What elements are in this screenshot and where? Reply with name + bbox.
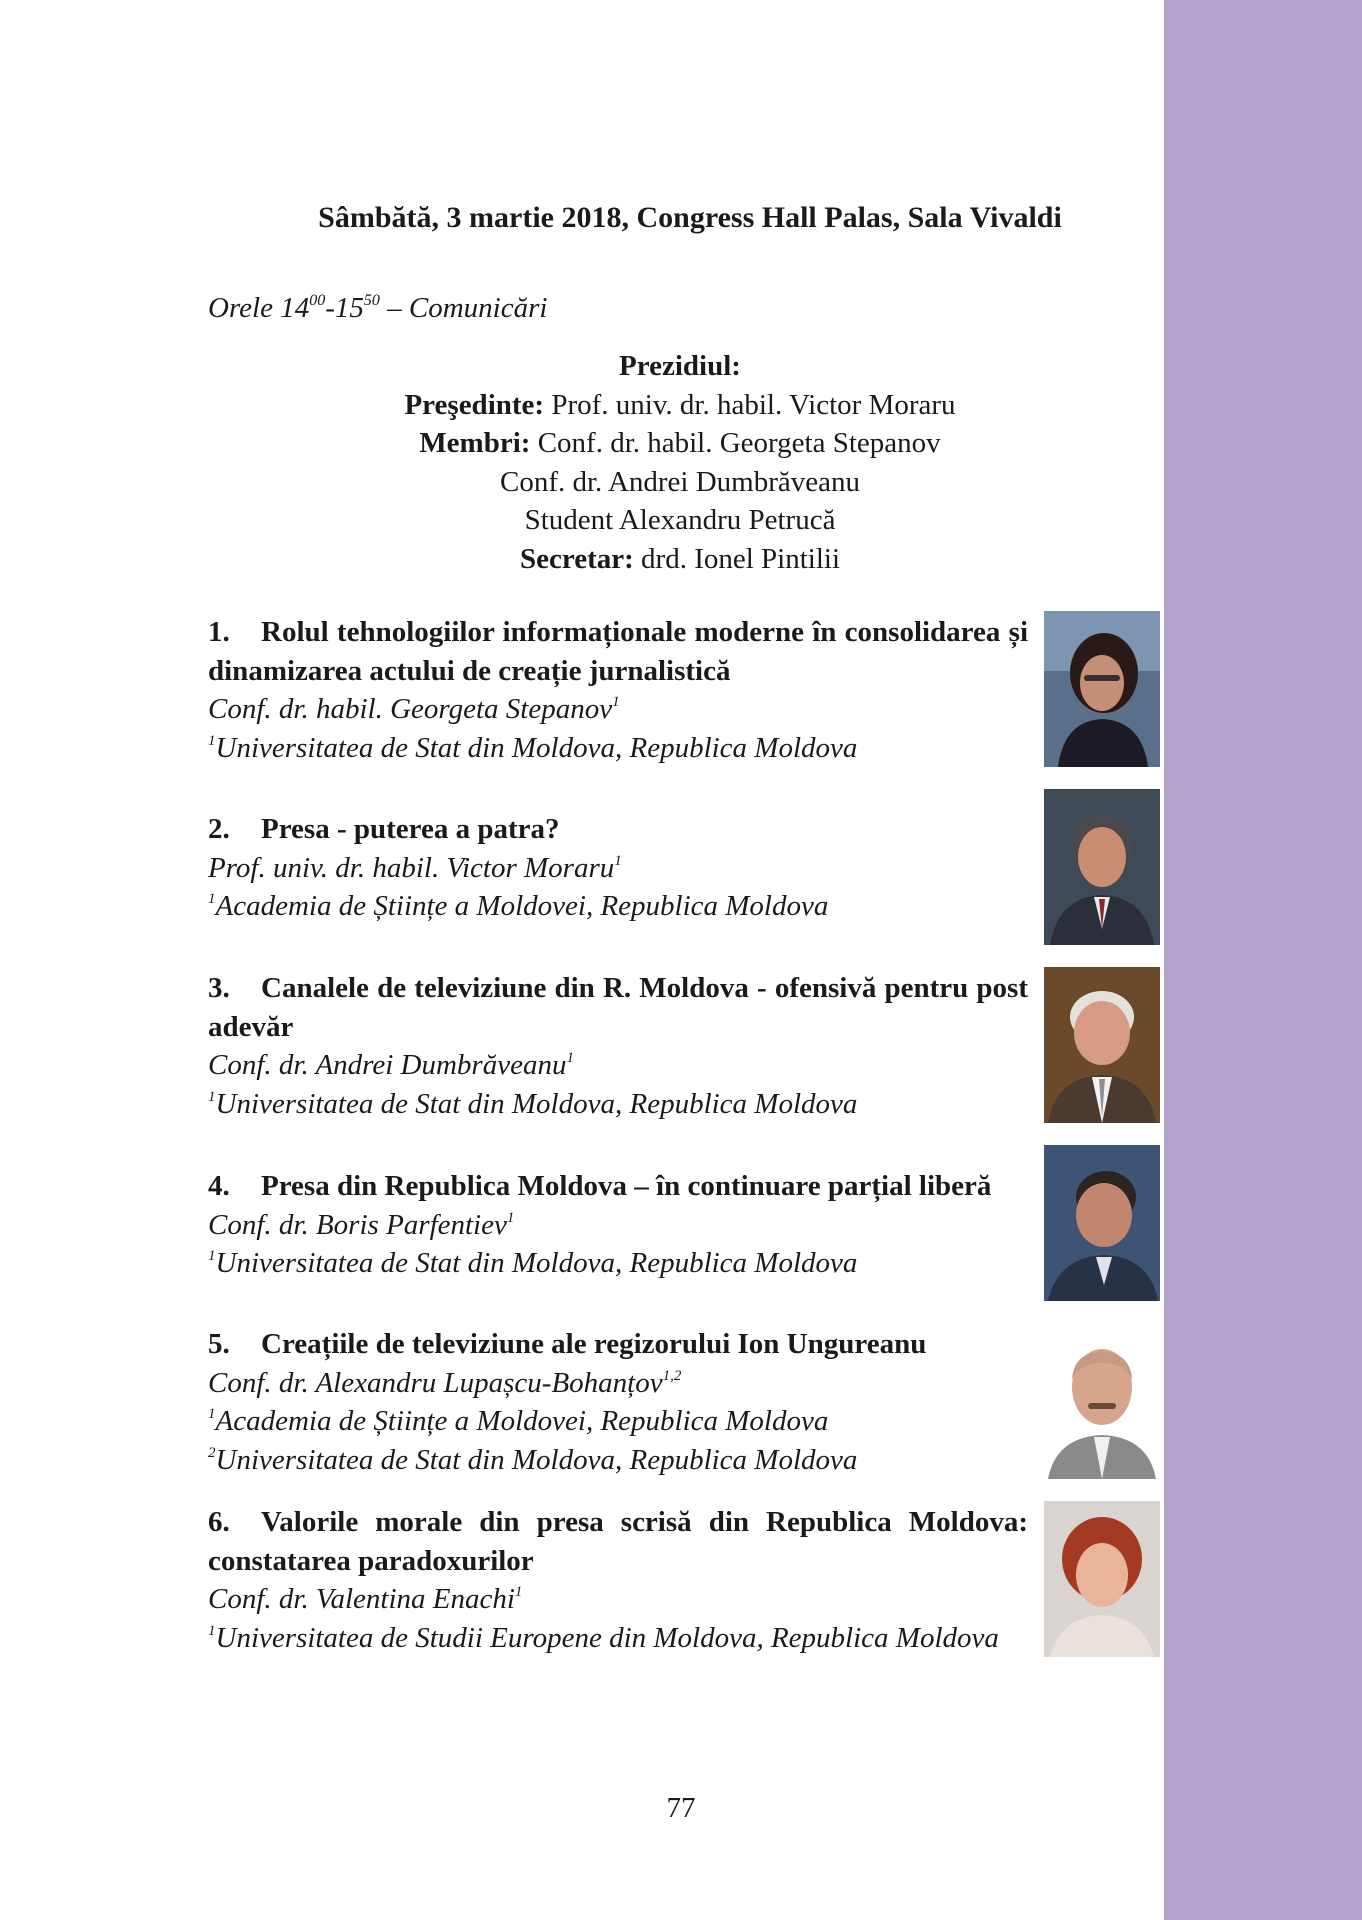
secretary-name: drd. Ionel Pintilii xyxy=(633,542,840,575)
presentation-title xyxy=(208,810,1028,849)
affiliation xyxy=(208,1244,1028,1283)
affiliation-text: Academia de Științe a Moldovei, Republica Moldova xyxy=(215,890,829,922)
author-sup: 1,2 xyxy=(662,1367,682,1384)
session-end-sup: 50 xyxy=(363,292,380,309)
affiliation-text: Universitatea de Stat din Moldova, Republica Moldova xyxy=(215,1443,858,1476)
affiliation-text: Universitatea de Stat din Moldova, Republica Moldova xyxy=(215,731,858,764)
speaker-photo xyxy=(1044,789,1160,945)
affiliation xyxy=(208,1402,1028,1441)
session-prefix: Orele 14 xyxy=(208,292,310,324)
session-separator: -15 xyxy=(325,292,364,324)
title-text: Canalele de televiziune din R. Moldova - ofensivă pentru post adevăr xyxy=(208,972,1028,1043)
page-title: Sâmbătă, 3 martie 2018, Congress Hall Palas, Sala Vivaldi xyxy=(318,201,1062,234)
title-text: Valorile morale din presa scrisă din Republica Moldova: constatarea paradoxurilor xyxy=(208,1506,1028,1577)
presentation-title xyxy=(208,969,1028,1046)
affiliation-text: Universitatea de Stat din Moldova, Republica Moldova xyxy=(215,1247,858,1279)
presentation-item xyxy=(208,1167,1028,1283)
presentation-author xyxy=(208,1364,1028,1403)
item-number: 1. xyxy=(208,616,230,648)
member-name: Conf. dr. habil. Georgeta Stepanov xyxy=(530,427,941,459)
presentation-item xyxy=(208,810,1028,926)
affiliation xyxy=(208,887,1028,926)
portrait-woman-icon xyxy=(1044,1501,1160,1657)
speaker-photo xyxy=(1044,1145,1160,1301)
affiliation-sup: 1 xyxy=(208,1622,216,1639)
secretary-label: Secretar: xyxy=(520,542,634,575)
author-sup: 1 xyxy=(506,1209,515,1226)
affiliation-text: Universitatea de Studii Europene din Moldova, Republica Moldova xyxy=(215,1621,999,1654)
item-number: 2. xyxy=(208,813,230,845)
affiliation-sup: 1 xyxy=(208,1088,216,1105)
affiliation-sup: 1 xyxy=(208,1248,216,1264)
affiliation-sup: 1 xyxy=(208,732,216,749)
author-sup: 1 xyxy=(566,1050,574,1066)
title-text: Creațiile de televiziune ale regizorului Ion Ungureanu xyxy=(261,1328,927,1360)
affiliation-sup: 1 xyxy=(208,891,216,907)
session-start-sup: 00 xyxy=(309,292,326,309)
presentation-item xyxy=(208,1325,1028,1479)
item-number: 3. xyxy=(208,972,230,1004)
author-name: Conf. dr. Boris Parfentiev xyxy=(208,1208,507,1241)
affiliation xyxy=(208,729,1028,768)
presentation-author xyxy=(208,1046,1028,1085)
presentation-author xyxy=(208,690,1028,729)
presentation-author xyxy=(208,1206,1028,1245)
president-name: Prof. univ. dr. habil. Victor Moraru xyxy=(544,388,956,421)
presentation-item xyxy=(208,613,1028,767)
presentation-item xyxy=(208,1503,1028,1657)
title-text: Presa - puterea a patra? xyxy=(261,813,560,845)
presentation-item xyxy=(208,969,1028,1123)
members-label: Membri: xyxy=(419,427,531,459)
portrait-man-icon xyxy=(1044,1323,1160,1479)
author-name: Prof. univ. dr. habil. Victor Moraru xyxy=(208,851,615,884)
portrait-man-icon xyxy=(1044,789,1160,945)
affiliation-sup: 2 xyxy=(208,1444,216,1461)
author-sup: 1 xyxy=(614,852,622,869)
author-sup: 1 xyxy=(612,694,620,710)
title-text: Rolul tehnologiilor informaționale moderne în consolidarea și dinamizarea actului de creație jurnalistică xyxy=(208,616,1028,687)
speaker-photo xyxy=(1044,1501,1160,1657)
presidium xyxy=(260,347,1100,578)
author-sup: 1 xyxy=(514,1584,523,1600)
author-name: Conf. dr. Alexandru Lupașcu-Bohanțov xyxy=(208,1366,663,1399)
member-name: Conf. dr. Andrei Dumbrăveanu xyxy=(499,465,860,498)
affiliation xyxy=(208,1085,1028,1124)
author-name: Conf. dr. Valentina Enachi xyxy=(208,1583,515,1615)
page-number: 77 xyxy=(666,1792,696,1824)
affiliation xyxy=(208,1441,1028,1480)
item-number: 5. xyxy=(208,1328,230,1360)
affiliation-text: Academia de Științe a Moldovei, Republica Moldova xyxy=(215,1405,829,1437)
presentation-title xyxy=(208,1503,1028,1580)
portrait-man-icon xyxy=(1044,1145,1160,1301)
member-name: Student Alexandru Petrucă xyxy=(524,504,836,536)
president-label: Preşedinte: xyxy=(404,388,545,421)
portrait-man-icon xyxy=(1044,967,1160,1123)
author-name: Conf. dr. habil. Georgeta Stepanov xyxy=(208,693,613,725)
side-band xyxy=(1164,0,1362,1920)
affiliation xyxy=(208,1619,1028,1658)
presentation-author xyxy=(208,849,1028,888)
affiliation-text: Universitatea de Stat din Moldova, Republica Moldova xyxy=(215,1087,858,1120)
speaker-photo xyxy=(1044,1323,1160,1479)
title-text: Presa din Republica Moldova – în continuare parțial liberă xyxy=(261,1170,992,1202)
presentation-author xyxy=(208,1580,1028,1619)
speaker-photo xyxy=(1044,967,1160,1123)
presentation-title xyxy=(208,613,1028,690)
presentation-title xyxy=(208,1325,1028,1364)
item-number: 6. xyxy=(208,1506,230,1538)
item-number: 4. xyxy=(208,1170,230,1202)
affiliation-sup: 1 xyxy=(208,1406,216,1422)
presentation-title xyxy=(208,1167,1028,1206)
session-suffix: – Comunicări xyxy=(379,292,548,324)
presidium-heading: Prezidiul: xyxy=(619,350,741,382)
session-time xyxy=(208,288,547,328)
portrait-woman-icon xyxy=(1044,611,1160,767)
author-name: Conf. dr. Andrei Dumbrăveanu xyxy=(208,1049,567,1081)
speaker-photo xyxy=(1044,611,1160,767)
